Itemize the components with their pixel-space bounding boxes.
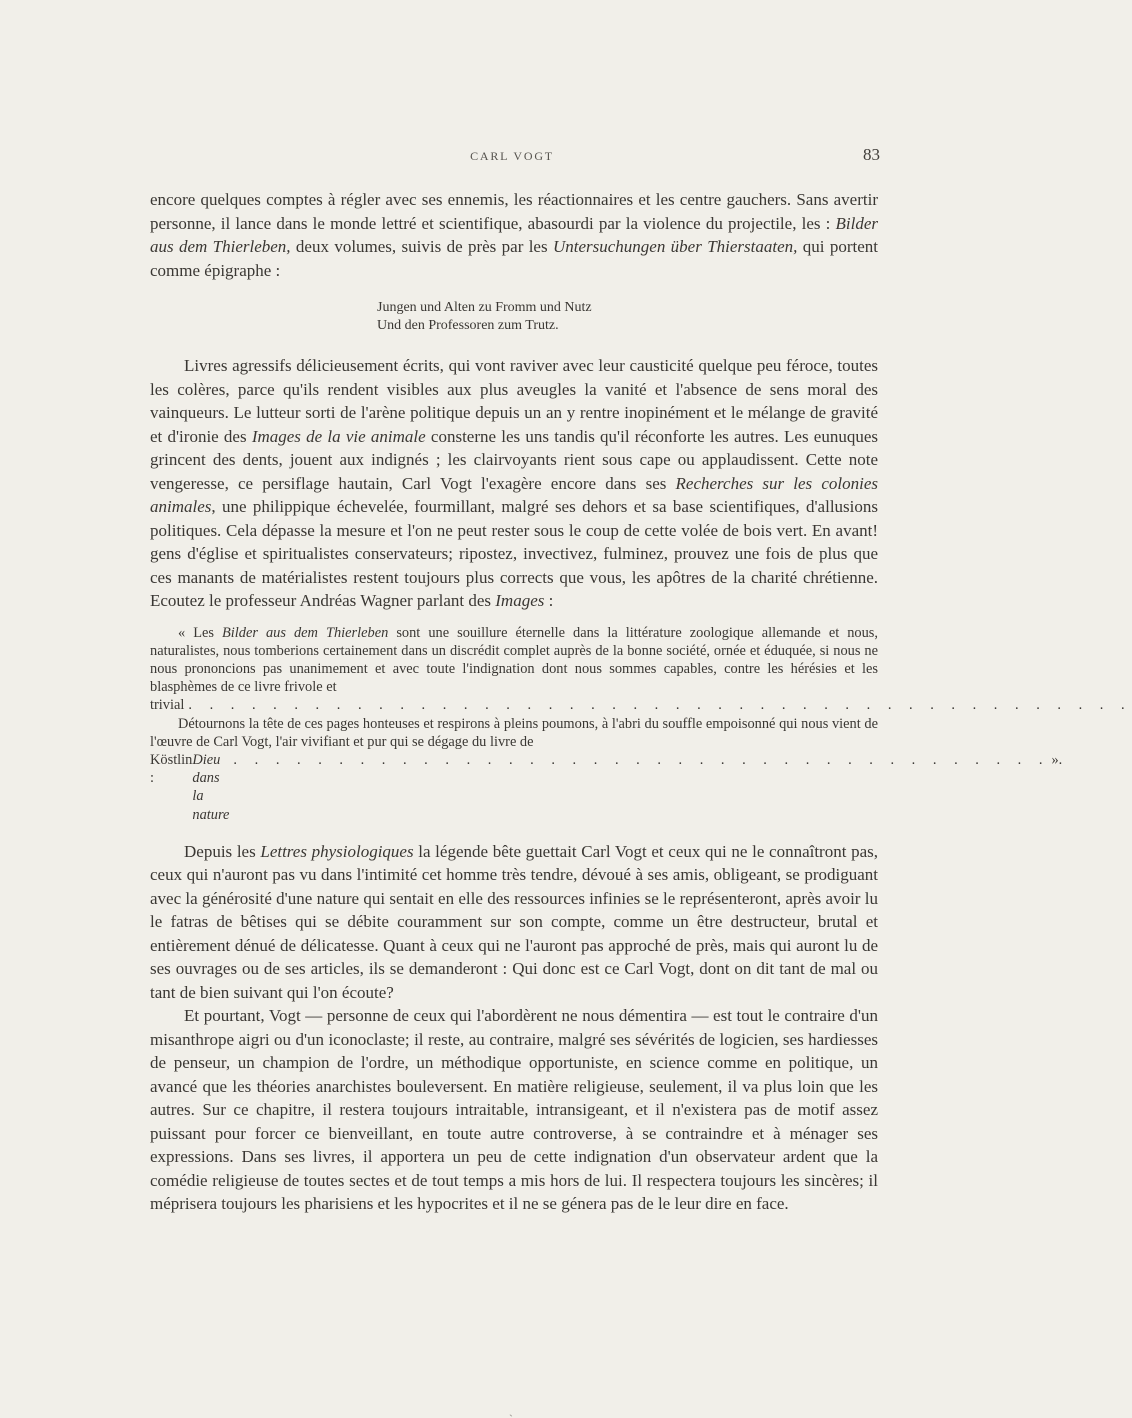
dot-leader: . . . . . . . . . . . . . . . . . . . . . . . . . . . . . . . . . . . . . . . <box>233 751 1050 768</box>
quote-paragraph-2: Détournons la tête de ces pages honteuses et respirons à pleins poumons, à l'abri du souffle empoisonné qui nous vient de l'œuvre de Carl Vogt, l'air vivifiant et pur qui se dégage du livre de <box>150 715 878 750</box>
epigraph <box>377 299 878 335</box>
quote-line-kostlin: Köstlin : Dieu dans la nature . . . . . . . . . . . . . . . . . . . . . . . . . . . . . . . . . . . . . . . ». <box>150 751 1063 823</box>
page-body <box>150 188 1132 1216</box>
quote-line-trivial: trivial . . . . . . . . . . . . . . . . . . . . . . . . . . . . . . . . . . . . . . . . . . . . . <box>150 697 1132 714</box>
epigraph-line-1: Jungen und Alten zu Fromm und Nutz <box>377 300 592 315</box>
paragraph-2: Livres agressifs délicieusement écrits, qui vont raviver avec leur causticité quelque peu féroce, toutes les colères, parce qu'ils rendent visibles aux plus aveugles la vanité et l'absence de sens moral des vainqueurs. Le lutteur sorti de l'arène politique depuis un an y rentre inopinément et le mélange de gravité et d'ironie des Images de la vie animale consterne les uns tandis qu'il réconforte les autres. Les eunuques grincent des dents, jouent aux indignés ; les clairvoyants rient sous cape ou applaudissent. Cette note vengeresse, ce persiflage hautain, Carl Vogt l'exagère encore dans ses Recherches sur les colonies animales, une philippique échevelée, fourmillant, malgré ses dehors et sa base scientifiques, d'allusions politiques. Cela dépasse la mesure et l'on ne peut rester sous le coup de cette volée de bois vert. En avant! gens d'église et spiritualistes conservateurs; ripostez, invectivez, fulminez, prouvez une fois de plus que ces manants de matérialistes restent toujours plus corrects que vous, les apôtres de la charité chrétienne. Ecoutez le professeur Andréas Wagner parlant des Images : <box>150 356 879 610</box>
paper-speck: ˏ <box>509 1403 513 1417</box>
paragraph-1: encore quelques comptes à régler avec ses ennemis, les réactionnaires et les centre gauchers. Sans avertir personne, il lance dans le monde lettré et scientifique, abasourdi par la violence du projectile, les : Bilder aus dem Thierleben, deux volumes, suivis de près par les Untersuchungen über Thierstaaten, qui portent comme épigraphe : <box>150 190 878 280</box>
quote-paragraph-1: « Les Bilder aus dem Thierleben sont une souillure éternelle dans la littérature zoologique allemande et nous, naturalistes, nous tomberions certainement dans un discrédit complet auprès de la bonne société, ornée et éduquée, si nous ne nous prononcions pas unanimement et avec toute l'indignation dont nous sommes capables, contre les hérésies et les blasphèmes de ce livre frivole et <box>150 624 879 696</box>
dot-leader: . . . . . . . . . . . . . . . . . . . . . . . . . . . . . . . . . . . . . . . . . . . . . <box>188 697 1132 714</box>
running-title: CARL VOGT <box>470 149 554 163</box>
epigraph-line-2: Und den Professoren zum Trutz. <box>377 318 559 333</box>
paragraph-3: Depuis les Lettres physiologiques la légende bête guettait Carl Vogt et ceux qui ne le connaîtront pas, ceux qui n'auront pas vu dans l'intimité cet homme très tendre, dévoué à ses amis, obligeant, se prodiguant avec la générosité d'une nature qui sentait en elle des ressources infinies se le représenteront, après avoir lu le fatras de bêtises qui se débite couramment sur son compte, comme un être destructeur, brutal et entièrement dénué de délicatesse. Quant à ceux qui ne l'auront pas approché de près, mais qui auront lu de ses ouvrages ou de ses articles, ils se demanderont : Qui donc est ce Carl Vogt, dont on dit tant de mal ou tant de bien suivant qui l'on écoute? <box>150 841 879 1002</box>
paragraph-4: Et pourtant, Vogt — personne de ceux qui l'abordèrent ne nous démentira — est tout le contraire d'un misanthrope aigri ou d'un iconoclaste; il reste, au contraire, malgré ses sévérités de logicien, ses hardiesses de penseur, un champion de l'ordre, un méthodique opportuniste, en science comme en politique, un avancé que les théories anarchistes bouleversent. En matière religieuse, seulement, il va plus loin que les autres. Sur ce chapitre, il restera toujours intraitable, intransigeant, et il n'existera pas de motif assez puissant pour forcer ce bienveillant, en toute autre controverse, à se contraindre et à ménager ses expressions. Dans ses livres, il apportera un peu de cette indignation d'un observateur ardent que la comédie religieuse de toutes sectes et de tout temps a mis hors de lui. Il respectera toujours les sincères; il méprisera toujours les pharisiens et les hypocrites et il ne se génera pas de le leur dire en face. <box>150 1006 878 1214</box>
block-quote <box>150 624 1132 824</box>
page-number: 83 <box>863 145 880 164</box>
